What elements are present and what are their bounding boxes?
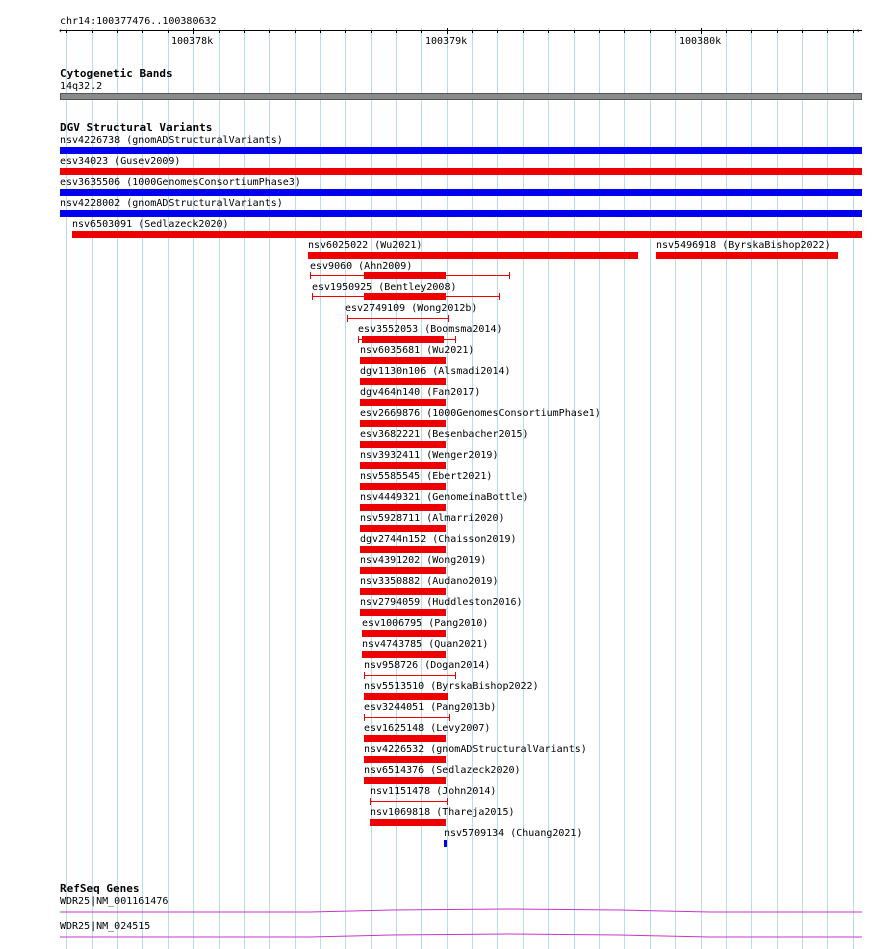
sv-feature-label[interactable]: nsv2794059 (Huddleston2016) (360, 597, 523, 608)
sv-feature-label[interactable]: nsv1069818 (Thareja2015) (370, 807, 515, 818)
grid-line (574, 28, 575, 949)
sv-feature-label[interactable]: nsv5585545 (Ebert2021) (360, 471, 493, 482)
grid-line (726, 28, 727, 949)
grid-line (345, 28, 346, 949)
minor-tick (92, 30, 93, 33)
sv-feature-label[interactable]: nsv4743785 (Quan2021) (362, 639, 489, 650)
minor-tick (396, 30, 397, 33)
sv-feature-bar[interactable] (360, 378, 446, 385)
sv-feature-span-line[interactable] (364, 675, 456, 676)
sv-feature-label[interactable]: esv3682221 (Besenbacher2015) (360, 429, 529, 440)
sv-feature-end-cap (312, 293, 313, 300)
sv-feature-bar[interactable] (370, 819, 446, 826)
sv-feature-span-line[interactable] (364, 717, 450, 718)
minor-tick (244, 30, 245, 33)
sv-feature-bar[interactable] (364, 777, 446, 784)
minor-tick (219, 30, 220, 33)
sv-feature-label[interactable]: nsv4226738 (gnomADStructuralVariants) (60, 135, 283, 146)
sv-feature-bar[interactable] (364, 735, 446, 742)
minor-tick (777, 30, 778, 33)
sv-feature-label[interactable]: nsv6035681 (Wu2021) (360, 345, 475, 356)
grid-line (853, 28, 854, 949)
sv-feature-label[interactable]: dgv2744n152 (Chaisson2019) (360, 534, 517, 545)
grid-line (219, 28, 220, 949)
grid-line (295, 28, 296, 949)
minor-tick (599, 30, 600, 33)
sv-feature-bar[interactable] (360, 567, 446, 574)
minor-tick (168, 30, 169, 33)
ruler-location: chr14:100377476..100380632 (60, 16, 217, 27)
ruler-axis (60, 30, 862, 31)
sv-feature-bar[interactable] (362, 630, 446, 637)
sv-feature-label[interactable]: nsv5709134 (Chuang2021) (444, 828, 583, 839)
sv-feature-bar[interactable] (360, 483, 446, 490)
sv-feature-end-cap (449, 714, 450, 721)
minor-tick (675, 30, 676, 33)
grid-line (320, 28, 321, 949)
sv-feature-bar[interactable] (362, 651, 446, 658)
sv-feature-bar[interactable] (656, 252, 838, 259)
sv-feature-bar[interactable] (360, 357, 446, 364)
sv-feature-label[interactable]: nsv6514376 (Sedlazeck2020) (364, 765, 521, 776)
minor-tick (269, 30, 270, 33)
sv-feature-label[interactable]: esv9060 (Ahn2009) (310, 261, 413, 272)
sv-feature-label[interactable]: nsv6025022 (Wu2021) (308, 240, 423, 251)
sv-feature-label[interactable]: esv2749109 (Wong2012b) (345, 303, 478, 314)
sv-feature-label[interactable]: esv1006795 (Pang2010) (362, 618, 489, 629)
sv-feature-end-cap (448, 315, 449, 322)
sv-feature-label[interactable]: nsv5513510 (ByrskaBishop2022) (364, 681, 539, 692)
sv-feature-end-cap (370, 798, 371, 805)
minor-tick (345, 30, 346, 33)
minor-tick (802, 30, 803, 33)
sv-feature-label[interactable]: nsv5496918 (ByrskaBishop2022) (656, 240, 831, 251)
minor-tick (574, 30, 575, 33)
gene-label: WDR25|NM_001161476 (60, 896, 169, 907)
sv-feature-label[interactable]: nsv5928711 (Almarri2020) (360, 513, 505, 524)
sv-feature-end-cap (364, 672, 365, 679)
sv-feature-label[interactable]: esv3552053 (Boomsma2014) (358, 324, 503, 335)
sv-feature-label[interactable]: esv1950925 (Bentley2008) (312, 282, 457, 293)
grid-line (599, 28, 600, 949)
scroll-left-arrow-icon[interactable]: ‹ (58, 26, 63, 35)
sv-feature-end-cap (447, 798, 448, 805)
grid-line (244, 28, 245, 949)
sv-feature-end-cap (364, 714, 365, 721)
sv-feature-bar[interactable] (360, 588, 446, 595)
minor-tick (827, 30, 828, 33)
grid-line (548, 28, 549, 949)
scroll-right-arrow-icon[interactable]: › (856, 26, 861, 35)
sv-feature-label[interactable]: esv2669876 (1000GenomesConsortiumPhase1) (360, 408, 601, 419)
sv-feature-label[interactable]: esv34023 (Gusev2009) (60, 156, 181, 167)
sv-feature-end-cap (455, 336, 456, 343)
sv-feature-bar[interactable] (360, 441, 446, 448)
sv-feature-span-line[interactable] (312, 296, 500, 297)
grid-line (523, 28, 524, 949)
sv-feature-label[interactable]: nsv1151478 (John2014) (370, 786, 497, 797)
sv-feature-end-cap (310, 272, 311, 279)
sv-feature-bar[interactable] (360, 546, 446, 553)
sv-feature-label[interactable]: esv3244051 (Pang2013b) (364, 702, 497, 713)
major-tick (447, 28, 448, 34)
grid-line (777, 28, 778, 949)
minor-tick (117, 30, 118, 33)
minor-tick (523, 30, 524, 33)
sv-feature-bar[interactable] (308, 252, 638, 259)
sv-feature-label[interactable]: nsv6503091 (Sedlazeck2020) (72, 219, 229, 230)
sv-feature-label[interactable]: nsv958726 (Dogan2014) (364, 660, 491, 671)
gene-label: WDR25|NM_024515 (60, 921, 151, 932)
minor-tick (650, 30, 651, 33)
sv-feature-span-line[interactable] (358, 339, 456, 340)
grid-line (802, 28, 803, 949)
sv-feature-label[interactable]: nsv4226532 (gnomADStructuralVariants) (364, 744, 587, 755)
minor-tick (142, 30, 143, 33)
grid-line (751, 28, 752, 949)
sv-feature-end-cap (358, 336, 359, 343)
minor-tick (751, 30, 752, 33)
minor-tick (726, 30, 727, 33)
grid-line (675, 28, 676, 949)
sv-feature-label[interactable]: dgv464n140 (Fan2017) (360, 387, 481, 398)
major-tick (193, 28, 194, 34)
grid-line (269, 28, 270, 949)
sv-feature-bar[interactable] (360, 462, 446, 469)
sv-feature-label[interactable]: nsv4228002 (gnomADStructuralVariants) (60, 198, 283, 209)
sv-feature-bar[interactable] (360, 609, 446, 616)
sv-feature-label[interactable]: nsv4449321 (GenomeinaBottle) (360, 492, 529, 503)
sv-feature-label[interactable]: nsv3932411 (Wenger2019) (360, 450, 499, 461)
sv-feature-bar[interactable] (360, 504, 446, 511)
gene-track-line (60, 934, 862, 937)
sv-feature-label[interactable]: esv1625148 (Levy2007) (364, 723, 491, 734)
ruler-tick-label: 100380k (679, 36, 722, 47)
minor-tick (421, 30, 422, 33)
ruler-tick-label: 100378k (171, 36, 214, 47)
gene-feature[interactable] (60, 932, 862, 940)
cytoband-track-title: Cytogenetic Bands (60, 67, 173, 80)
sv-feature-bar[interactable] (60, 210, 862, 217)
cytoband-label: 14q32.2 (60, 81, 103, 92)
minor-tick (472, 30, 473, 33)
sv-feature-bar[interactable] (444, 840, 447, 847)
minor-tick (497, 30, 498, 33)
sv-feature-bar[interactable] (360, 525, 446, 532)
sv-feature-bar[interactable] (364, 756, 446, 763)
sv-feature-bar[interactable] (60, 189, 862, 196)
sv-feature-span-line[interactable] (347, 318, 449, 319)
sv-feature-bar[interactable] (72, 231, 862, 238)
grid-line (193, 28, 194, 949)
sv-feature-bar[interactable] (60, 147, 862, 154)
minor-tick (624, 30, 625, 33)
major-tick (701, 28, 702, 34)
sv-feature-end-cap (347, 315, 348, 322)
gene-track-line (60, 909, 862, 912)
refseq-track-title: RefSeq Genes (60, 882, 140, 895)
minor-tick (371, 30, 372, 33)
cytoband-bar[interactable] (60, 93, 862, 100)
sv-feature-bar[interactable] (60, 168, 862, 175)
sv-feature-span-line[interactable] (370, 801, 448, 802)
minor-tick (548, 30, 549, 33)
minor-tick (66, 30, 67, 33)
sv-feature-bar[interactable] (364, 693, 448, 700)
sv-feature-bar[interactable] (360, 420, 446, 427)
sv-feature-label[interactable]: nsv4391202 (Wong2019) (360, 555, 487, 566)
sv-feature-label[interactable]: dgv1130n106 (Alsmadi2014) (360, 366, 511, 377)
minor-tick (295, 30, 296, 33)
sv-feature-end-cap (499, 293, 500, 300)
minor-tick (320, 30, 321, 33)
sv-feature-end-cap (455, 672, 456, 679)
grid-line (701, 28, 702, 949)
grid-line (827, 28, 828, 949)
sv-feature-end-cap (509, 272, 510, 279)
dgv-track-title: DGV Structural Variants (60, 121, 213, 134)
sv-feature-bar[interactable] (360, 399, 446, 406)
grid-line (650, 28, 651, 949)
gene-feature[interactable] (60, 907, 862, 915)
ruler-tick-label: 100379k (425, 36, 468, 47)
minor-tick (853, 30, 854, 33)
grid-line (624, 28, 625, 949)
sv-feature-label[interactable]: esv3635506 (1000GenomesConsortiumPhase3) (60, 177, 301, 188)
sv-feature-span-line[interactable] (310, 275, 510, 276)
sv-feature-label[interactable]: nsv3350882 (Audano2019) (360, 576, 499, 587)
